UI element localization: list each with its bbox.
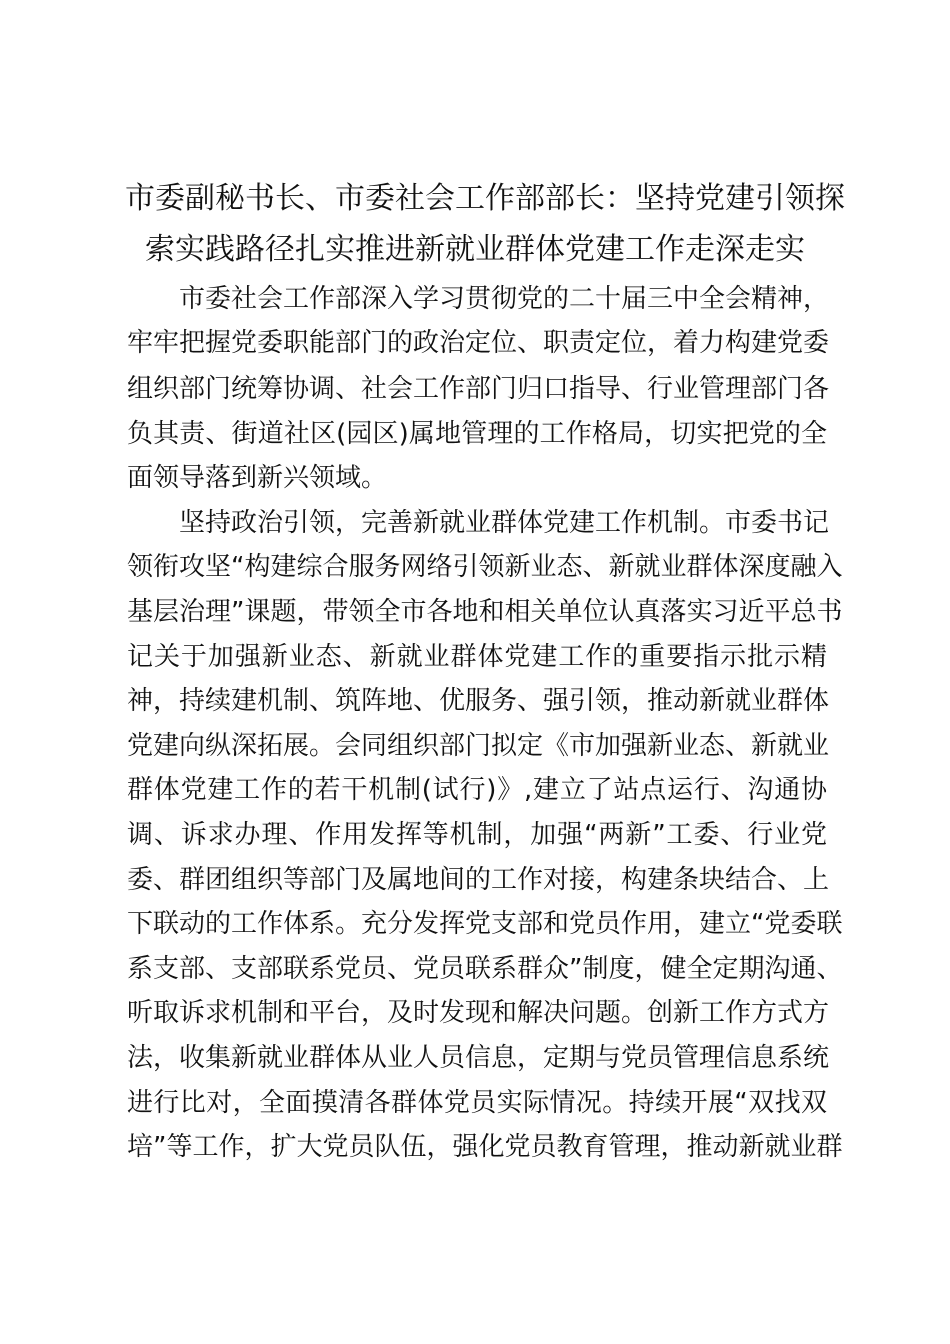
- paragraph-2-line-15: 培”等工作，扩大党员队伍，强化党员教育管理，推动新就业群: [127, 1132, 843, 1162]
- paragraph-1-line-1: 市委社会工作部深入学习贯彻党的二十届三中全会精神，: [179, 284, 830, 314]
- paragraph-2-line-8: 调、诉求办理、作用发挥等机制，加强“两新”工委、行业党: [127, 820, 827, 850]
- document-title-line-1: 市委副秘书长、市委社会工作部部长：坚持党建引领探: [125, 181, 845, 216]
- paragraph-2-line-10: 下联动的工作体系。充分发挥党支部和党员作用，建立“党委联: [127, 909, 843, 939]
- paragraph-2-line-9: 委、群团组织等部门及属地间的工作对接，构建条块结合、上: [127, 865, 830, 895]
- document-title-line-2: 索实践路径扎实推进新就业群体党建工作走深走实: [145, 232, 805, 267]
- paragraph-2-line-7: 群体党建工作的若干机制(试行)》,建立了站点运行、沟通协: [127, 775, 827, 805]
- paragraph-2-line-4: 记关于加强新业态、新就业群体党建工作的重要指示批示精: [127, 642, 827, 672]
- paragraph-1-line-3: 组织部门统筹协调、社会工作部门归口指导、行业管理部门各: [127, 374, 830, 404]
- paragraph-1-line-5: 面领导落到新兴领域。: [127, 463, 388, 493]
- paragraph-2-line-13: 法，收集新就业群体从业人员信息，定期与党员管理信息系统: [127, 1043, 830, 1073]
- paragraph-1-line-2: 牢牢把握党委职能部门的政治定位、职责定位，着力构建党委: [127, 328, 830, 358]
- paragraph-2-line-1: 坚持政治引领，完善新就业群体党建工作机制。市委书记: [179, 508, 830, 538]
- paragraph-2-line-2: 领衔攻坚“构建综合服务网络引领新业态、新就业群体深度融入: [127, 552, 843, 582]
- paragraph-2-line-12: 听取诉求机制和平台，及时发现和解决问题。创新工作方式方: [127, 998, 830, 1028]
- paragraph-2-line-5: 神，持续建机制、筑阵地、优服务、强引领，推动新就业群体: [127, 686, 830, 716]
- paragraph-2-line-6: 党建向纵深拓展。会同组织部门拟定《市加强新业态、新就业: [127, 731, 830, 761]
- paragraph-2-line-14: 进行比对，全面摸清各群体党员实际情况。持续开展“双找双: [127, 1088, 827, 1118]
- paragraph-1-line-4: 负其责、街道社区(园区)属地管理的工作格局，切实把党的全: [127, 419, 827, 449]
- paragraph-2-line-3: 基层治理”课题，带领全市各地和相关单位认真落实习近平总书: [127, 597, 843, 627]
- paragraph-2-line-11: 系支部、支部联系党员、党员联系群众”制度，健全定期沟通、: [127, 954, 843, 984]
